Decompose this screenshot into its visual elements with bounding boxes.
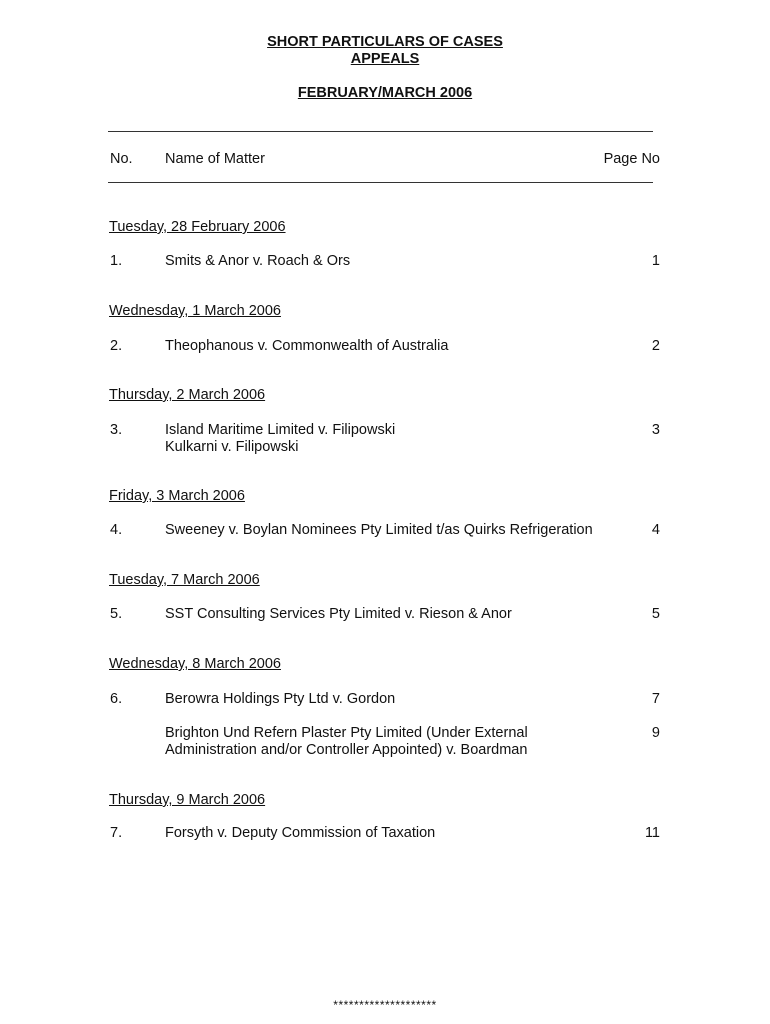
matter-name: Berowra Holdings Pty Ltd v. Gordon bbox=[165, 691, 396, 707]
hearing-date: Tuesday, 7 March 2006 bbox=[109, 572, 260, 588]
hearing-date: Tuesday, 28 February 2006 bbox=[109, 219, 286, 235]
page-number: 1 bbox=[651, 253, 660, 269]
column-header-no: No. bbox=[110, 151, 133, 167]
hearing-date: Thursday, 2 March 2006 bbox=[109, 387, 266, 403]
matter-name: SST Consulting Services Pty Limited v. Rieson & Anor bbox=[165, 606, 512, 622]
case-number: 6. bbox=[110, 691, 123, 707]
page-number: 7 bbox=[651, 691, 660, 707]
case-number: 4. bbox=[110, 522, 123, 538]
matter-name: Brighton Und Refern Plaster Pty Limited (Under External bbox=[165, 725, 528, 741]
page-number: 4 bbox=[651, 522, 660, 538]
hearing-date: Wednesday, 1 March 2006 bbox=[109, 303, 281, 319]
page-number: 11 bbox=[644, 825, 660, 841]
matter-name: Island Maritime Limited v. Filipowski bbox=[165, 422, 396, 438]
case-number: 5. bbox=[110, 606, 123, 622]
hearing-date: Friday, 3 March 2006 bbox=[109, 488, 245, 504]
case-number: 2. bbox=[110, 338, 123, 354]
case-number: 1. bbox=[110, 253, 123, 269]
header-divider bbox=[108, 182, 653, 183]
top-divider bbox=[108, 131, 653, 132]
hearing-date: Thursday, 9 March 2006 bbox=[109, 792, 266, 808]
matter-name: Sweeney v. Boylan Nominees Pty Limited t/as Quirks Refrigeration bbox=[165, 522, 593, 538]
page-number: 5 bbox=[651, 606, 660, 622]
matter-name: Smits & Anor v. Roach & Ors bbox=[165, 253, 351, 269]
page-number: 3 bbox=[651, 422, 660, 438]
end-marker: ******************** bbox=[333, 998, 437, 1012]
matter-name-continued: Kulkarni v. Filipowski bbox=[165, 439, 299, 455]
matter-name-continued: Administration and/or Controller Appointed) v. Boardman bbox=[165, 742, 528, 758]
case-number: 7. bbox=[110, 825, 123, 841]
column-header-matter: Name of Matter bbox=[165, 151, 265, 167]
period-heading: FEBRUARY/MARCH 2006 bbox=[297, 85, 473, 101]
page-number: 9 bbox=[651, 725, 660, 741]
title-line-1: SHORT PARTICULARS OF CASES bbox=[267, 34, 503, 50]
matter-name: Theophanous v. Commonwealth of Australia bbox=[165, 338, 449, 354]
title-line-2: APPEALS bbox=[350, 51, 420, 67]
page-number: 2 bbox=[651, 338, 660, 354]
matter-name: Forsyth v. Deputy Commission of Taxation bbox=[165, 825, 436, 841]
hearing-date: Wednesday, 8 March 2006 bbox=[109, 656, 281, 672]
column-header-page: Page No bbox=[603, 151, 660, 167]
case-number: 3. bbox=[110, 422, 123, 438]
